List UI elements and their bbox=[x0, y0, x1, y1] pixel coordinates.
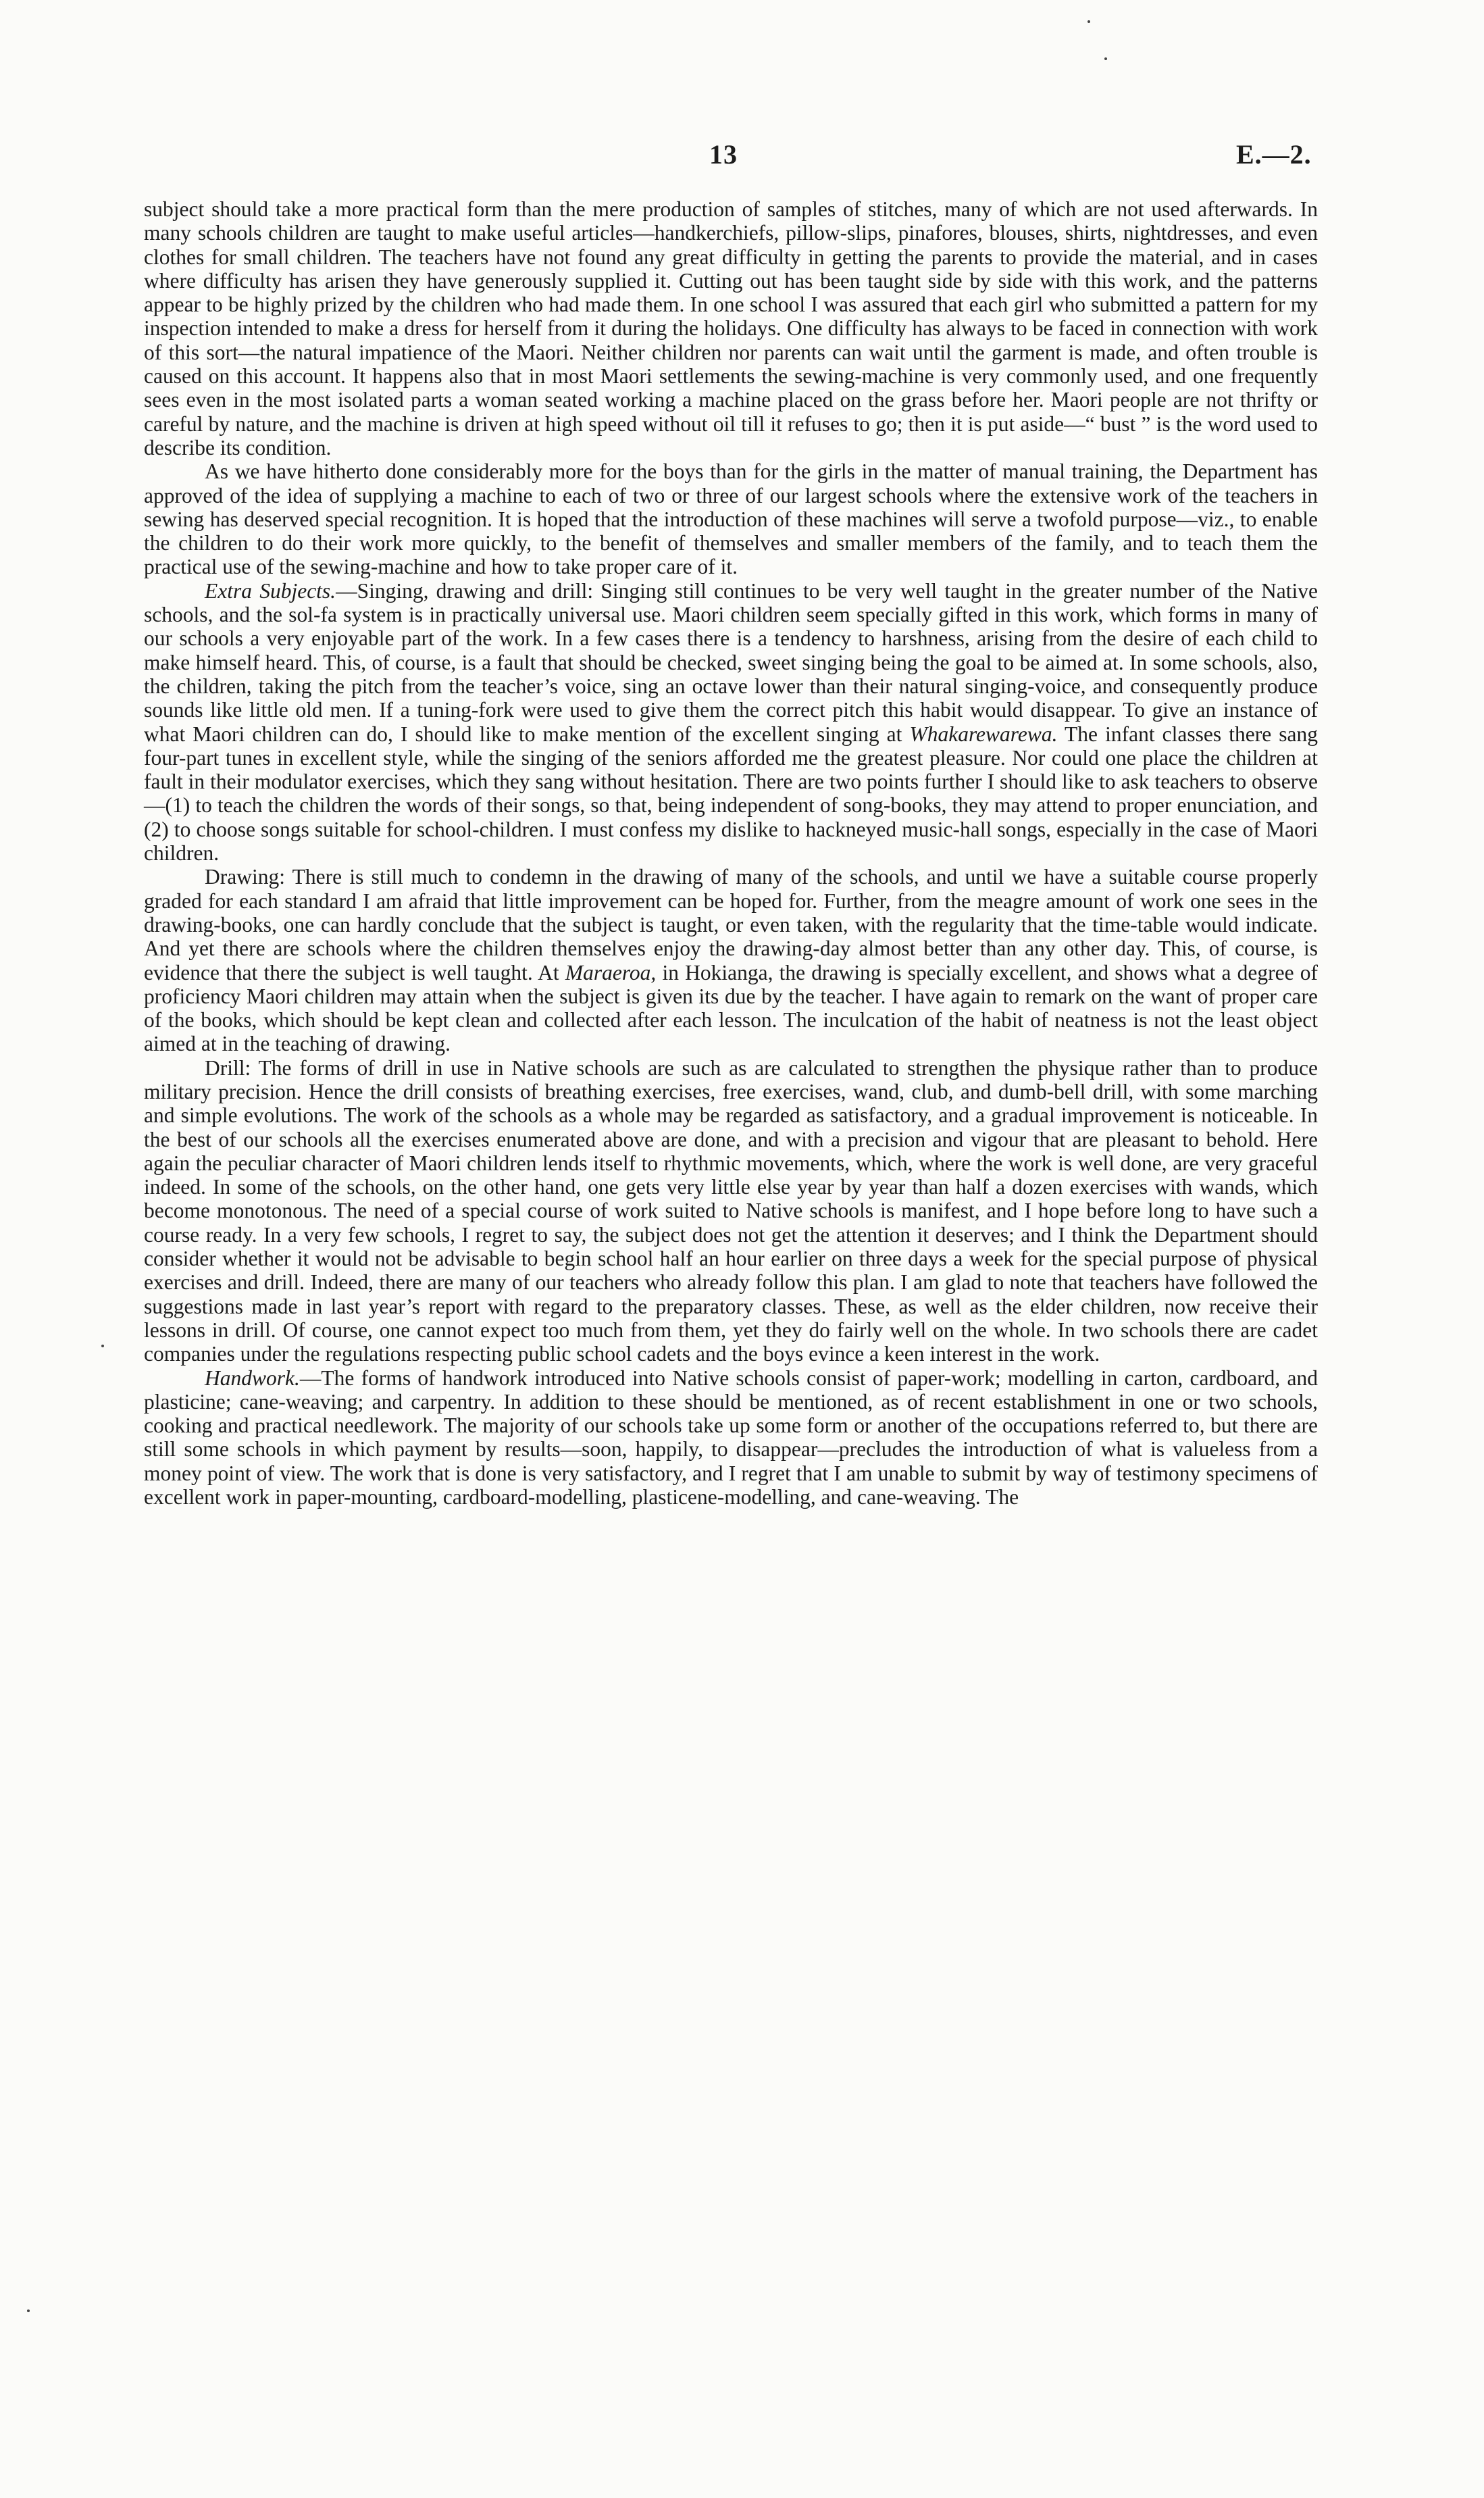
scan-speck bbox=[101, 1345, 104, 1347]
place-name: Maraeroa, bbox=[565, 960, 657, 984]
text-segment: —The forms of handwork introduced into Native schools consist of paper-work; modelling in carton, cardboard, and plasticine; cane-weaving; and carpentry. In addition to these should be mentioned, as of recent establishment in one or two schools, cooking and practical needlework. The majority of our schools take up some form or another of the occupations referred to, but there are still some schools in which payment by results—soon, happily, to disappear—precludes the introduction of what is valueless from a money point of view. The work that is done is very satisfactory, and I regret that I am unable to submit by way of testimony specimens of excellent work in paper-mounting, cardboard-modelling, plasticene-modelling, and cane-weaving. The bbox=[144, 1366, 1318, 1509]
scan-speck bbox=[27, 2309, 30, 2312]
text-segment: The infant classes there sang four-part tunes in excellent style, while the singing of the seniors afforded me the greatest pleasure. Nor could one place the children at fault in their modulator exercises, which they sang without hesitation. There are two points further I should like to ask teachers to observe—(1) to teach the children the words of their songs, so that, being independent of song-books, they may attend to proper enunciation, and (2) to choose songs suitable for school-children. I must confess my dislike to hackneyed music-hall songs, especially in the case of Maori children. bbox=[144, 722, 1318, 866]
text-segment: subject should take a more practical form than the mere production of samples of stitches, many of which are not used afterwards. In many schools children are taught to make useful articles—handkerchiefs, pillow-slips, pinafores, blouses, shirts, nightdresses, and even clothes for small children. The teachers have not found any great difficulty in getting the parents to provide the material, and in cases where difficulty has arisen they have generously supplied it. Cutting out has been taught side by side with this work, and the patterns appear to be highly prized by the children who had made them. In one school I was assured that each girl who submitted a pattern for my inspection intended to make a dress for herself from it during the holidays. One difficulty has always to be faced in connection with work of this sort—the natural impatience of the Maori. Neither children nor parents can wait until the garment is made, and often trouble is caused on this account. It happens also that in most Maori settlements the sewing-machine is very commonly used, and one frequently sees even in the most isolated parts a woman seated working a machine placed on the grass before her. Maori people are not thrifty or careful by nature, and the machine is driven at high speed without oil till it refuses to go; then it is put aside—“ bust ” is the word used to describe its condition. bbox=[144, 197, 1318, 459]
page-number: 13 bbox=[709, 139, 738, 170]
document-reference: E.—2. bbox=[1236, 139, 1312, 170]
section-heading-handwork: Handwork. bbox=[205, 1366, 300, 1390]
scan-speck bbox=[1088, 20, 1090, 23]
body-text bbox=[144, 197, 1318, 1509]
text-segment: —Singing, drawing and drill: Singing still continues to be very well taught in the greater number of the Native schools, and the sol-fa system is in practically universal use. Maori children seem specially gifted in this work, which forms in many of our schools a very enjoyable part of the work. In a few cases there is a tendency to harshness, arising from the desire of each child to make himself heard. This, of course, is a fault that should be checked, sweet singing being the goal to be aimed at. In some schools, also, the children, taking the pitch from the teacher’s voice, sing an octave lower than their natural singing-voice, and consequently produce sounds like little old men. If a tuning-fork were used to give them the correct pitch this habit would disappear. To give an instance of what Maori children can do, I should like to make mention of the excellent singing at bbox=[144, 578, 1318, 746]
paragraph-sewing bbox=[144, 197, 1318, 459]
scan-speck bbox=[1104, 57, 1107, 60]
paragraph-drill bbox=[144, 1056, 1318, 1366]
paragraph-handwork bbox=[144, 1366, 1318, 1509]
text-segment: Drill: The forms of drill in use in Native schools are such as are calculated to strengthen the physique rather than to produce military precision. Hence the drill consists of breathing exercises, free exercises, wand, club, and dumb-bell drill, with some marching and simple evolutions. The work of the schools as a whole may be regarded as satisfactory, and a gradual improvement is noticeable. In the best of our schools all the exercises enumerated above are done, and with a precision and vigour that are pleasant to behold. Here again the peculiar character of Maori children lends itself to rhythmic movements, which, where the work is well done, are very graceful indeed. In some of the schools, on the other hand, one gets very little else year by year than half a dozen exercises with wands, which become monotonous. The need of a special course of work suited to Native schools is manifest, and I hope before long to have such a course ready. In a very few schools, I regret to say, the subject does not get the attention it deserves; and I think the Department should consider whether it would not be advisable to begin school half an hour earlier on three days a week for the special purpose of physical exercises and drill. Indeed, there are many of our teachers who already follow this plan. I am glad to note that teachers have followed the suggestions made in last year’s report with regard to the preparatory classes. These, as well as the elder children, now receive their lessons in drill. Of course, one cannot expect too much from them, yet they do fairly well on the whole. In two schools there are cadet companies under the regulations respecting public school cadets and the boys evince a keen interest in the work. bbox=[144, 1055, 1318, 1366]
text-segment: As we have hitherto done considerably more for the boys than for the girls in the matter of manual training, the Department has approved of the idea of supplying a machine to each of two or three of our largest schools where the extensive work of the teachers in sewing has deserved special recognition. It is hoped that the introduction of these machines will serve a twofold purpose—viz., to enable the children to do their work more quickly, to the benefit of themselves and smaller members of the family, and to teach them the practical use of the sewing-machine and how to take proper care of it. bbox=[144, 459, 1318, 579]
place-name: Whakarewarewa. bbox=[909, 722, 1058, 746]
paragraph-sewing-machines bbox=[144, 459, 1318, 578]
paragraph-extra-subjects bbox=[144, 579, 1318, 866]
section-heading-extra-subjects: Extra Subjects. bbox=[205, 578, 336, 603]
paragraph-drawing bbox=[144, 865, 1318, 1055]
text-segment: Drawing: There is still much to condemn in the drawing of many of the schools, and until we have a suitable course properly graded for each standard I am afraid that little improvement can be hoped for. Further, from the meagre amount of work one sees in the drawing-books, one can hardly conclude that the subject is taught, or even taken, with the regularity that the time-table would indicate. And yet there are schools where the children themselves enjoy the drawing-day almost better than any other day. This, of course, is evidence that there the subject is well taught. At bbox=[144, 865, 1318, 984]
text-segment: in Hokianga, the drawing is specially excellent, and shows what a degree of proficiency Maori children may attain when the subject is given its due by the teacher. I have again to remark on the want of proper care of the books, which should be kept clean and collected after each lesson. The inculcation of the habit of neatness is not the least object aimed at in the teaching of drawing. bbox=[144, 960, 1319, 1056]
page-header bbox=[0, 139, 1484, 179]
